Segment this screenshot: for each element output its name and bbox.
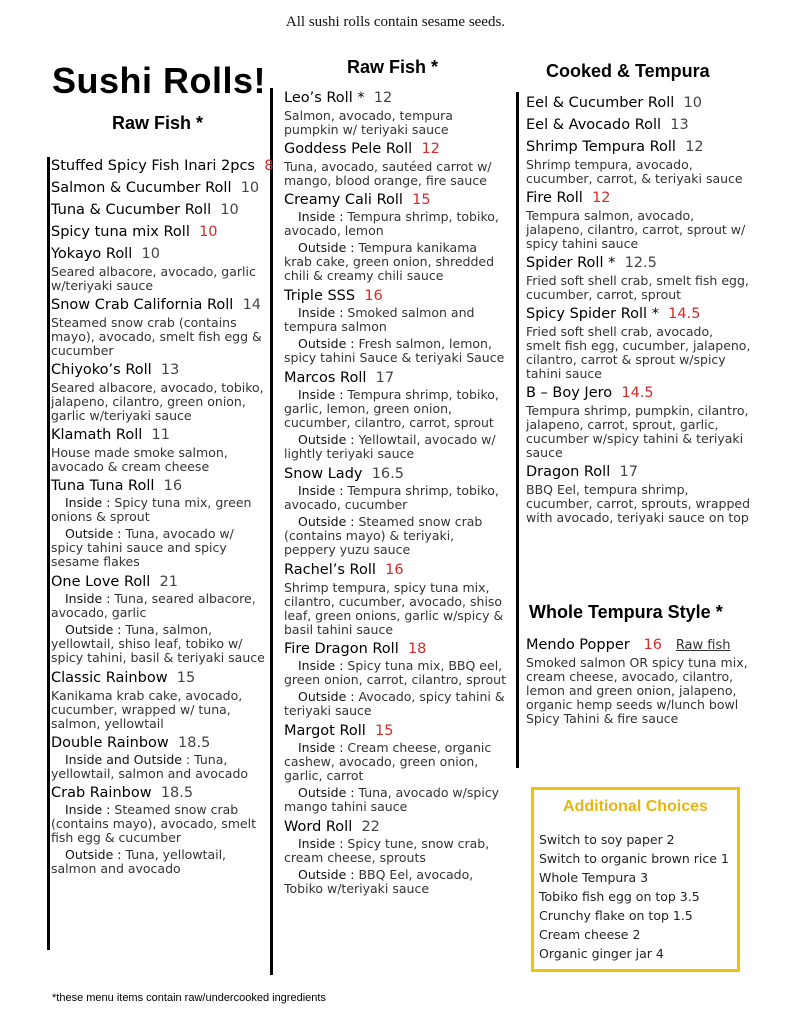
outside-description (284, 786, 506, 814)
choice-item: Organic ginger jar 4 (539, 946, 664, 961)
inside-outside-description: Inside and Outside : Tuna, yellowtail, salmon and avocado (51, 752, 249, 781)
col2-heading: Raw Fish * (347, 57, 439, 77)
item-name-line (51, 296, 270, 315)
menu-item (51, 223, 270, 242)
item-name-line (526, 463, 751, 482)
item-price: 12 (421, 141, 440, 157)
menu-item (284, 818, 506, 896)
item-name: Spicy tuna mix Roll (51, 224, 190, 240)
item-price: 10 (141, 246, 160, 262)
inside-text: Tuna, seared albacore, avocado, garlic (51, 591, 256, 620)
item-name-line (51, 223, 270, 242)
page-title: Sushi Rolls! (52, 60, 267, 101)
item-price: 14.5 (668, 306, 701, 322)
item-name: Klamath Roll (51, 427, 143, 443)
inside-description (51, 496, 270, 524)
menu-item (51, 201, 270, 220)
item-price: 17 (619, 464, 638, 480)
whole-tempura-heading: Whole Tempura Style * (529, 602, 723, 622)
col2-menu (284, 89, 506, 900)
outside-text: Tempura kanikama krab cake, green onion, shredded chili & creamy chili sauce (284, 240, 495, 283)
menu-item (526, 254, 751, 302)
item-price: 16 (385, 562, 404, 578)
outside-text: Tuna, salmon, yellowtail, shiso leaf, tobiko w/ spicy tahini, basil & teriyaki sauce (51, 622, 265, 665)
item-name-line (526, 254, 751, 273)
item-name-line (284, 722, 506, 741)
item-price: 14.5 (621, 385, 654, 401)
outside-text: Tuna, avocado w/ spicy tahini sauce and spicy sesame flakes (51, 526, 234, 569)
item-price: 8 (264, 158, 274, 174)
item-name-line (284, 89, 506, 108)
outside-text: Tuna, avocado w/spicy mango tahini sauce (284, 785, 500, 814)
choice-item: Whole Tempura 3 (539, 870, 649, 885)
inside-description (284, 388, 506, 430)
item-name-line (51, 784, 270, 803)
item-name-line (526, 116, 751, 135)
item-price: 15 (176, 670, 196, 686)
menu-item (526, 116, 751, 135)
item-price: 12 (685, 139, 704, 155)
menu-item (284, 140, 506, 188)
column-divider-1 (47, 157, 50, 950)
item-name: Spicy Spider Roll * (526, 306, 659, 322)
outside-label: Outside : (65, 622, 122, 637)
item-name-line (284, 818, 506, 837)
item-name-line (51, 426, 270, 445)
inside-description (284, 659, 506, 687)
item-name: Leo’s Roll * (284, 90, 365, 106)
raw-fish-tag: Raw fish (675, 638, 731, 653)
outside-description (284, 690, 506, 718)
allergen-note: All sushi rolls contain sesame seeds. (285, 14, 506, 30)
inside-text: Tempura shrimp, tobiko, garlic, lemon, green onion, cucumber, cilantro, carrot, sprout (284, 387, 499, 430)
item-price: 12 (373, 90, 393, 106)
outside-description (284, 868, 506, 896)
choice-item: Crunchy flake on top 1.5 (539, 908, 693, 923)
item-name-line (526, 384, 751, 403)
item-price: 16 (163, 478, 183, 494)
menu-item (51, 361, 270, 423)
outside-description (284, 241, 506, 283)
item-price: 10 (683, 95, 702, 111)
item-name-line (526, 305, 751, 324)
item-name-line (284, 191, 506, 210)
choice-item: Cream cheese 2 (539, 927, 641, 942)
outside-label: Outside : (298, 785, 355, 800)
inside-label: Inside : (298, 658, 344, 673)
item-description: Seared albacore, avocado, garlic w/teriyaki sauce (51, 264, 256, 293)
outside-label: Outside : (298, 336, 355, 351)
item-price: 13 (160, 362, 180, 378)
menu-item (51, 669, 270, 731)
inside-text: Spicy tuna mix, green onions & sprout (51, 495, 252, 524)
inside-text: Tempura shrimp, tobiko, avocado, lemon (284, 209, 499, 238)
item-name: Triple SSS (284, 288, 356, 304)
item-name-line (526, 94, 751, 113)
inside-label: Inside : (298, 740, 344, 755)
item-name-line (284, 287, 506, 306)
menu-item (526, 305, 751, 381)
choice-item: Switch to soy paper 2 (539, 832, 675, 847)
column-divider-3 (516, 92, 519, 768)
item-price: 16 (364, 288, 383, 304)
item-name-line (51, 573, 270, 592)
item-name: B – Boy Jero (526, 385, 613, 401)
item-description: Salmon, avocado, tempura pumpkin w/ teriyaki sauce (284, 108, 453, 137)
item-name-line (51, 669, 270, 688)
item-name: Tuna & Cucumber Roll (51, 202, 212, 218)
menu-item (51, 245, 270, 293)
item-name: Salmon & Cucumber Roll (51, 180, 232, 196)
item-price: 18 (407, 641, 427, 657)
item-name-line (284, 640, 506, 659)
item-name: Fire Dragon Roll (284, 641, 399, 657)
col1-heading: Raw Fish * (112, 113, 204, 133)
inside-text: Spicy tune, snow crab, cream cheese, sprouts (284, 836, 490, 865)
menu-item (526, 189, 751, 251)
inside-label: Inside : (298, 305, 344, 320)
outside-text: Fresh salmon, lemon, spicy tahini Sauce & teriyaki Sauce (284, 336, 505, 365)
item-name-line (284, 465, 506, 484)
item-price: 18.5 (178, 735, 211, 751)
menu-item (526, 138, 751, 186)
inside-text: Spicy tuna mix, BBQ eel, green onion, carrot, cilantro, sprout (284, 658, 506, 687)
outside-description (51, 527, 270, 569)
menu-item (51, 784, 270, 876)
inside-description (284, 210, 506, 238)
item-name: One Love Roll (51, 574, 151, 590)
item-name: Spider Roll * (526, 255, 616, 271)
outside-text: BBQ Eel, avocado, Tobiko w/teriyaki sauce (284, 867, 474, 896)
item-name-line (51, 734, 270, 753)
item-name-line (526, 189, 751, 208)
outside-description (284, 515, 506, 557)
item-description: Kanikama krab cake, avocado, cucumber, wrapped w/ tuna, salmon, yellowtail (51, 688, 243, 731)
menu-item (284, 465, 506, 557)
item-description: Fried soft shell crab, avocado, smelt fish egg, cucumber, jalapeno, cilantro, carrot & sprout w/spicy tahini sauce (526, 324, 751, 381)
item-name: Eel & Avocado Roll (526, 117, 662, 133)
outside-label: Outside : (298, 867, 355, 882)
inside-description (284, 741, 506, 783)
item-name-line (284, 140, 506, 159)
item-name-line (284, 561, 506, 580)
item-name: Double Rainbow (51, 735, 169, 751)
menu-item (51, 734, 270, 781)
inside-text: Steamed snow crab (contains mayo), avocado, smelt fish egg & cucumber (51, 802, 256, 845)
inside-label: Inside : (65, 802, 111, 817)
item-name-line (51, 179, 270, 198)
inside-text: Cream cheese, organic cashew, avocado, green onion, garlic, carrot (284, 740, 492, 783)
item-description: Tempura salmon, avocado, jalapeno, cilantro, carrot, sprout w/ spicy tahini sauce (526, 208, 746, 251)
item-description: Shrimp tempura, avocado, cucumber, carrot, & teriyaki sauce (526, 157, 743, 186)
col3-heading: Cooked & Tempura (546, 61, 710, 81)
item-name: Goddess Pele Roll (284, 141, 413, 157)
inside-description (284, 306, 506, 334)
menu-item (51, 179, 270, 198)
item-price: 10 (199, 224, 218, 240)
inside-description (51, 803, 270, 845)
item-name: Tuna Tuna Roll (51, 478, 155, 494)
inside-description (284, 837, 506, 865)
choice-item: Tobiko fish egg on top 3.5 (539, 889, 700, 904)
item-name-line (526, 138, 751, 157)
outside-description (51, 623, 270, 665)
item-name: Dragon Roll (526, 464, 611, 480)
menu-item (284, 369, 506, 461)
item-description: House made smoke salmon, avocado & cream cheese (51, 445, 228, 474)
item-description: BBQ Eel, tempura shrimp, cucumber, carrot, sprouts, wrapped with avocado, teriyaki sauce on top (526, 482, 751, 525)
item-price: 11 (151, 427, 170, 443)
item-name: Fire Roll (526, 190, 583, 206)
item-name: Rachel’s Roll (284, 562, 376, 578)
item-description: Steamed snow crab (contains mayo), avocado, smelt fish egg & cucumber (51, 315, 262, 358)
item-name: Crab Rainbow (51, 785, 152, 801)
column-divider-2 (270, 88, 273, 975)
item-name: Margot Roll (284, 723, 366, 739)
outside-label: Outside : (298, 240, 355, 255)
item-description: Tuna, avocado, sautéed carrot w/ mango, blood orange, fire sauce (284, 159, 492, 188)
menu-item (51, 157, 274, 176)
item-price: 15 (412, 192, 431, 208)
inside-label: Inside : (65, 495, 111, 510)
inside-text: Smoked salmon and tempura salmon (284, 305, 475, 334)
additional-choices-box (531, 787, 740, 972)
menu-item (526, 384, 751, 460)
item-price: 12 (592, 190, 611, 206)
additional-choices-title: Additional Choices (563, 798, 708, 815)
menu-item (284, 191, 506, 283)
item-name: Marcos Roll (284, 370, 367, 386)
menu-item (51, 477, 270, 569)
item-name-line (51, 157, 274, 176)
outside-label: Outside : (65, 847, 122, 862)
item-description: Tempura shrimp, pumpkin, cilantro, jalapeno, carrot, sprout, garlic, cucumber w/spicy tahini & teriyaki sauce (526, 403, 749, 460)
raw-disclaimer: *these menu items contain raw/undercooked ingredients (52, 992, 326, 1004)
item-name-line (51, 477, 270, 496)
item-description: Seared albacore, avocado, tobiko, jalapeno, cilantro, green onion, garlic w/teriyaki sauce (51, 380, 264, 423)
outside-label: Outside : (298, 432, 355, 447)
choice-item: Switch to organic brown rice 1 (539, 851, 729, 866)
item-price: 10 (220, 202, 239, 218)
item-description: Smoked salmon OR spicy tuna mix, cream cheese, avocado, cilantro, lemon and green onion, jalapeno, organic hemp seeds w/lunch bowl Spicy Tahini & fire sauce (526, 655, 748, 726)
inside-label: Inside : (65, 591, 111, 606)
outside-description (284, 337, 506, 365)
item-name-line (51, 245, 270, 264)
item-price: 12.5 (624, 255, 657, 271)
menu-item (526, 94, 751, 113)
item-price: 14 (242, 297, 262, 313)
outside-text: Tuna, yellowtail, salmon and avocado (51, 847, 227, 876)
inside-label: Inside : (298, 836, 344, 851)
inside-label: Inside : (298, 387, 344, 402)
item-name: Shrimp Tempura Roll (526, 139, 676, 155)
outside-label: Outside : (65, 526, 122, 541)
item-name: Chiyoko’s Roll (51, 362, 152, 378)
col3-menu (526, 94, 751, 528)
item-name: Mendo Popper (526, 637, 630, 653)
menu-item (284, 722, 506, 814)
inside-outside-label: Inside and Outside (65, 752, 182, 767)
menu-item (284, 640, 506, 718)
item-name-line (284, 369, 506, 388)
item-price: 17 (375, 370, 395, 386)
inside-description (284, 484, 506, 512)
menu-item (51, 426, 270, 474)
additional-choices-list (534, 830, 737, 963)
menu-item (51, 573, 270, 665)
menu-item (284, 561, 506, 637)
item-name: Snow Crab California Roll (51, 297, 234, 313)
whole-tempura-item (526, 636, 751, 726)
inside-description (51, 592, 270, 620)
col1-menu (51, 157, 274, 880)
outside-text: Avocado, spicy tahini & teriyaki sauce (284, 689, 505, 718)
menu-item (284, 89, 506, 137)
menu-item (284, 287, 506, 365)
inside-text: Tempura shrimp, tobiko, avocado, cucumber (284, 483, 499, 512)
item-name: Snow Lady (284, 466, 363, 482)
item-price: 10 (240, 180, 260, 196)
item-price: 16 (643, 637, 662, 653)
item-description: Fried soft shell crab, smelt fish egg, cucumber, carrot, sprout (526, 273, 749, 302)
item-name-line (51, 361, 270, 380)
item-name-line (51, 201, 270, 220)
item-price: 13 (670, 117, 689, 133)
item-name: Eel & Cucumber Roll (526, 95, 675, 111)
outside-label: Outside : (298, 689, 355, 704)
outside-description (284, 433, 506, 461)
outside-description (51, 848, 270, 876)
item-price: 16.5 (371, 466, 404, 482)
inside-outside-text: Tuna, yellowtail, salmon and avocado (51, 752, 249, 781)
item-description: Shrimp tempura, spicy tuna mix, cilantro, cucumber, avocado, shiso leaf, green onions, garlic w/spicy & basil tahini sauce (284, 580, 504, 637)
item-name: Yokayo Roll (51, 246, 133, 262)
item-price: 22 (361, 819, 380, 835)
outside-text: Steamed snow crab (contains mayo) & teriyaki, peppery yuzu sauce (284, 514, 483, 557)
outside-label: Outside : (298, 514, 355, 529)
item-name: Stuffed Spicy Fish Inari 2pcs (51, 158, 255, 174)
item-name: Creamy Cali Roll (284, 192, 403, 208)
item-name: Classic Rainbow (51, 670, 168, 686)
menu-item (51, 296, 270, 358)
inside-label: Inside : (298, 483, 344, 498)
item-name: Word Roll (284, 819, 353, 835)
item-price: 21 (159, 574, 178, 590)
item-price: 15 (375, 723, 394, 739)
outside-text: Yellowtail, avocado w/ lightly teriyaki sauce (284, 432, 496, 461)
item-price: 18.5 (160, 785, 194, 801)
menu-item (526, 463, 751, 525)
inside-label: Inside : (298, 209, 344, 224)
